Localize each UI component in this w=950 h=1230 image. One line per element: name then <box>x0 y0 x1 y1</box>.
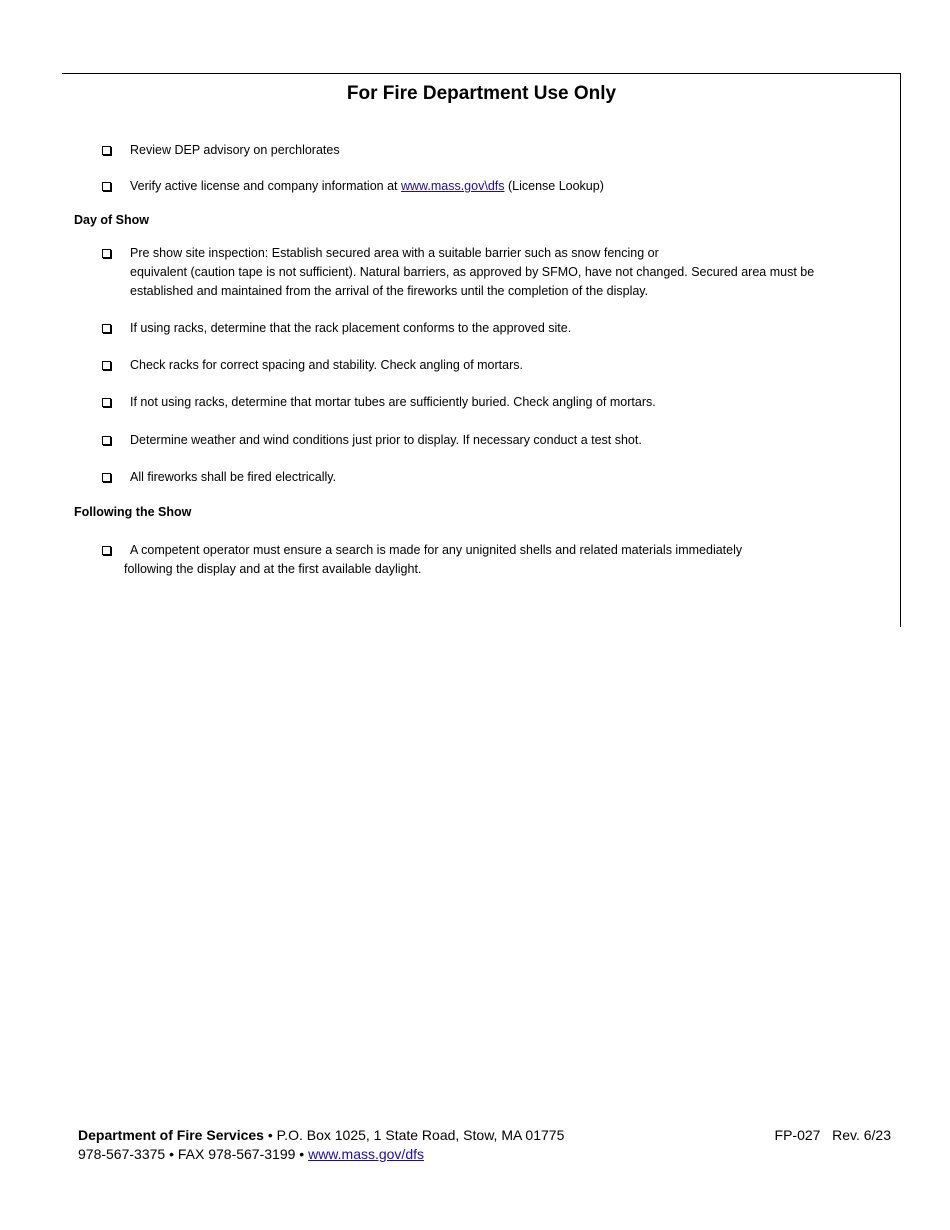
checklist-item-text: All fireworks shall be fired electrically. <box>130 470 337 484</box>
checklist-item-verify-license <box>102 177 842 196</box>
checklist-item-mortar-tubes <box>102 393 842 412</box>
checklist-item-rack-spacing <box>102 356 842 375</box>
section-heading-day-of-show: Day of Show <box>74 213 150 227</box>
footer-org-name: Department of Fire Services <box>78 1127 264 1143</box>
checklist-item-text: A competent operator must ensure a search is made for any unignited shells and related materials immediately following the display and at the first available daylight. <box>124 543 743 576</box>
checkbox-icon[interactable] <box>102 249 111 258</box>
checklist-item-text: If not using racks, determine that mortar tubes are sufficiently buried. Check angling of mortars. <box>130 395 656 409</box>
checklist-item-text: Determine weather and wind conditions just prior to display. If necessary conduct a test shot. <box>130 433 642 447</box>
checkbox-icon[interactable] <box>102 436 111 445</box>
footer-phone-fax: 978-567-3375 • FAX 978-567-3199 • <box>78 1146 309 1162</box>
checkbox-icon[interactable] <box>102 324 111 333</box>
checklist-item-site-inspection <box>102 244 842 301</box>
section-heading-following-show: Following the Show <box>74 505 192 519</box>
checklist-item-text-after: (License Lookup) <box>504 179 604 193</box>
footer-address: • P.O. Box 1025, 1 State Road, Stow, MA 01775 <box>263 1127 565 1143</box>
checkbox-icon[interactable] <box>102 398 111 407</box>
footer-contact <box>78 1126 564 1164</box>
checklist-item-weather <box>102 431 842 450</box>
dfs-license-link[interactable]: www.mass.gov\dfs <box>400 179 505 193</box>
checklist-item-fired-electrically <box>102 468 842 487</box>
frame-right-border <box>900 73 901 627</box>
page-title: For Fire Department Use Only <box>346 83 617 104</box>
footer-address-line <box>78 1126 564 1145</box>
frame-top-border <box>62 73 901 74</box>
checkbox-icon[interactable] <box>102 182 111 191</box>
checkbox-icon[interactable] <box>102 146 111 155</box>
checklist-item-text-continued: equivalent (caution tape is not sufficient). Natural barriers, as approved by SFMO, have not changed. Secured area must be established and maintained from the arrival of the fireworks until the completion of the display. <box>130 265 815 298</box>
checkbox-icon[interactable] <box>102 361 111 370</box>
checklist-item-text: Pre show site inspection: Establish secured area with a suitable barrier such as snow fencing or <box>130 246 659 260</box>
footer-website-link[interactable]: www.mass.gov/dfs <box>308 1146 425 1162</box>
checkbox-icon[interactable] <box>102 546 111 555</box>
checklist-item-dep-advisory <box>102 141 842 160</box>
checkbox-icon[interactable] <box>102 473 111 482</box>
footer-phone-line <box>78 1145 564 1164</box>
checklist-item-text: Review DEP advisory on perchlorates <box>130 143 340 157</box>
footer-form-id <box>775 1126 891 1145</box>
checklist-item-search <box>102 541 782 579</box>
checklist-item-text <box>130 177 842 196</box>
form-revision: FP-027 Rev. 6/23 <box>774 1127 891 1143</box>
checklist-item-rack-placement <box>102 319 842 338</box>
checklist-item-text-before: Verify active license and company information at <box>130 179 401 193</box>
checklist-item-text: If using racks, determine that the rack placement conforms to the approved site. <box>130 321 572 335</box>
checklist-item-text: Check racks for correct spacing and stability. Check angling of mortars. <box>130 358 523 372</box>
